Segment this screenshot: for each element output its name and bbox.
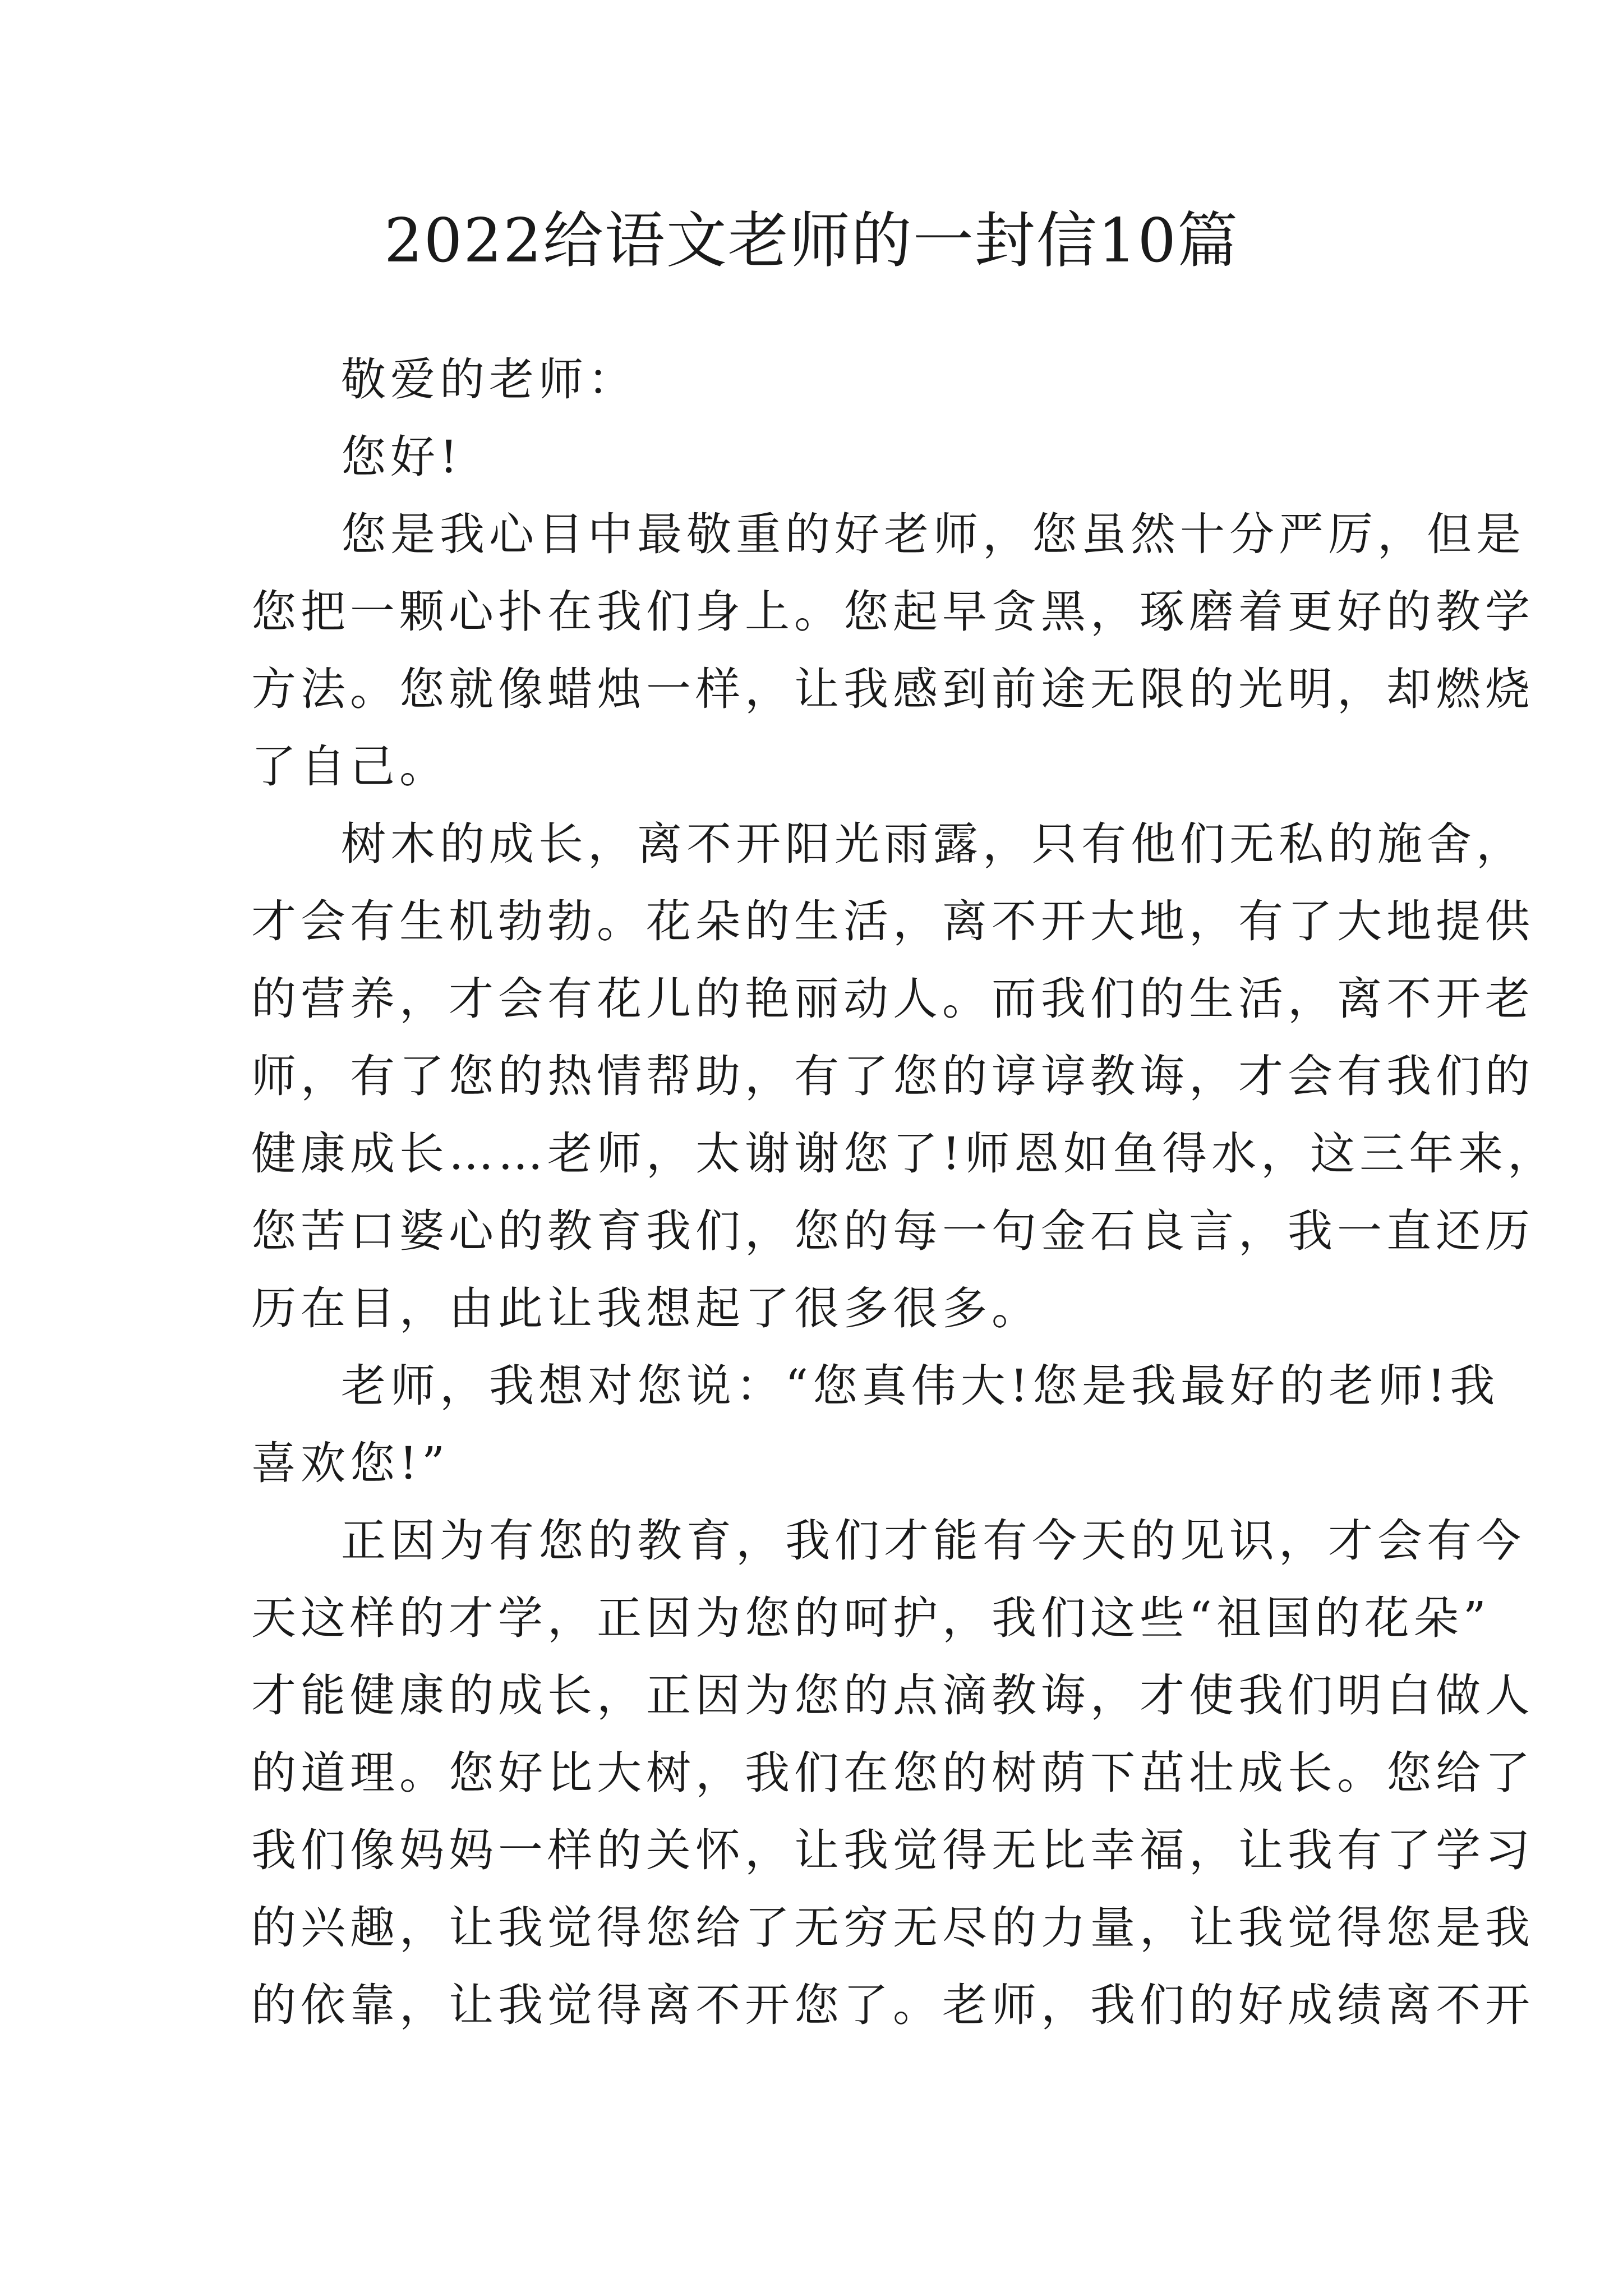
- text-line: 方法。您就像蜡烛一样，让我感到前途无限的光明，却燃烧: [251, 663, 1534, 715]
- text-line: 您好!: [341, 431, 463, 483]
- document-title: 2022给语文老师的一封信10篇: [384, 206, 1239, 276]
- text-line: 了自己。: [251, 740, 449, 793]
- text-line: 的道理。您好比大树，我们在您的树荫下茁壮成长。您给了: [251, 1747, 1534, 1799]
- text-line: 才会有生机勃勃。花朵的生活，离不开大地，有了大地提供: [251, 895, 1534, 947]
- text-line: 喜欢您!”: [251, 1437, 450, 1489]
- document-body: [251, 341, 1557, 2044]
- text-line: 老师，我想对您说：“您真伟大!您是我最好的老师!我: [341, 1360, 1500, 1412]
- text-line: 健康成长……老师，太谢谢您了!师恩如鱼得水，这三年来，: [251, 1128, 1557, 1180]
- text-line: 的营养，才会有花儿的艳丽动人。而我们的生活，离不开老: [251, 973, 1534, 1025]
- text-line: 的依靠，让我觉得离不开您了。老师，我们的好成绩离不开: [251, 1979, 1534, 2031]
- text-line: 敬爱的老师：: [341, 353, 637, 406]
- text-line: 师，有了您的热情帮助，有了您的谆谆教诲，才会有我们的: [251, 1050, 1534, 1102]
- text-line: 树木的成长，离不开阳光雨露，只有他们无私的施舍，: [341, 818, 1525, 870]
- text-line: 正因为有您的教育，我们才能有今天的见识，才会有今: [341, 1515, 1525, 1567]
- text-line: 您苦口婆心的教育我们，您的每一句金石良言，我一直还历: [251, 1205, 1534, 1257]
- text-line: 您是我心目中最敬重的好老师，您虽然十分严厉，但是: [341, 508, 1525, 560]
- text-line: 的兴趣，让我觉得您给了无穷无尽的力量，让我觉得您是我: [251, 1902, 1534, 1954]
- text-line: 我们像妈妈一样的关怀，让我觉得无比幸福，让我有了学习: [251, 1824, 1534, 1876]
- text-line: 天这样的才学，正因为您的呵护，我们这些“祖国的花朵”: [251, 1592, 1491, 1644]
- text-line: 历在目，由此让我想起了很多很多。: [251, 1282, 1041, 1335]
- text-line: 您把一颗心扑在我们身上。您起早贪黑，琢磨着更好的教学: [251, 586, 1534, 638]
- text-line: 才能健康的成长，正因为您的点滴教诲，才使我们明白做人: [251, 1669, 1534, 1722]
